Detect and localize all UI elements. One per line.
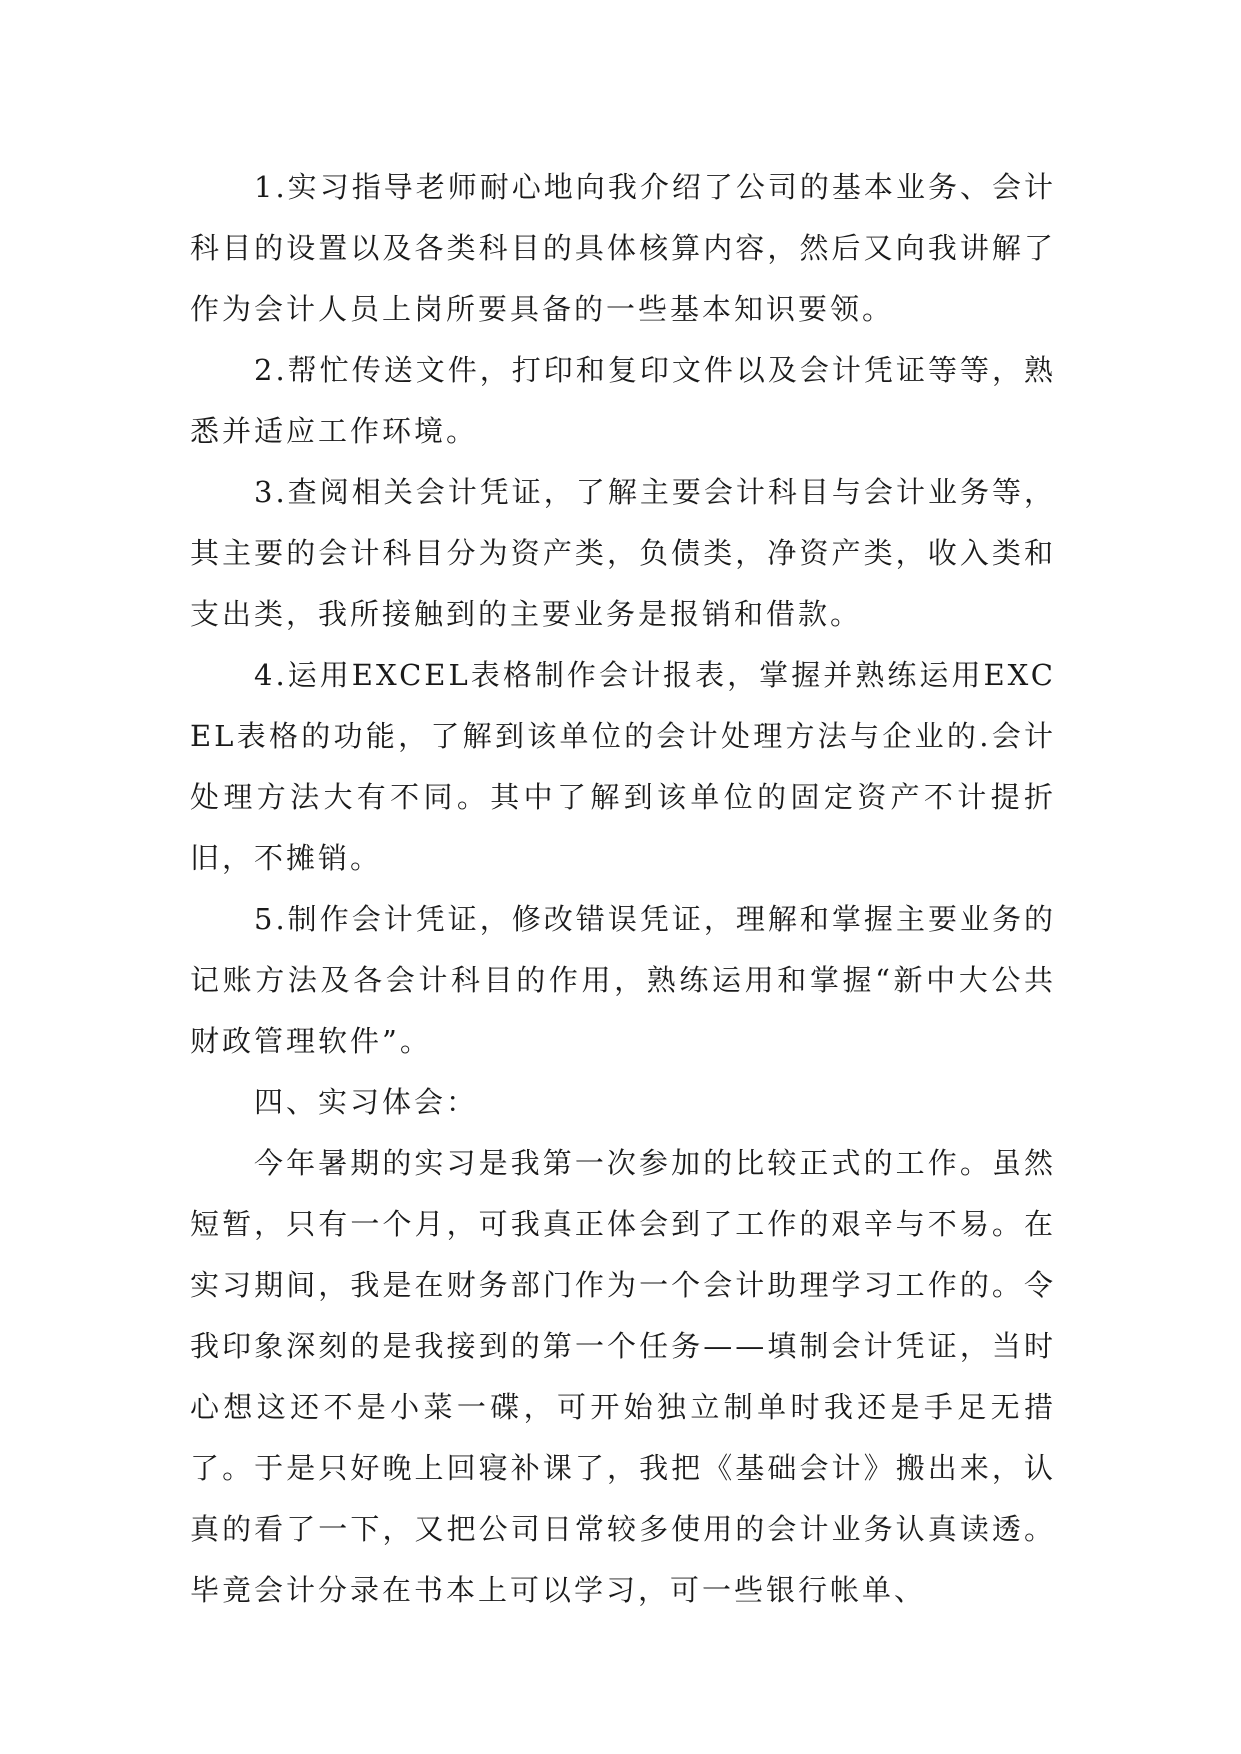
paragraph-item-4: 4.运用EXCEL表格制作会计报表，掌握并熟练运用EXCEL表格的功能，了解到该单位的会计处理方法与企业的.会计处理方法大有不同。其中了解到该单位的固定资产不计提折旧，不摊销。 — [190, 658, 1056, 875]
paragraph-item-2: 2.帮忙传送文件，打印和复印文件以及会计凭证等等，熟悉并适应工作环境。 — [190, 353, 1056, 448]
paragraph-item-1: 1.实习指导老师耐心地向我介绍了公司的基本业务、会计科目的设置以及各类科目的具体核算内容，然后又向我讲解了作为会计人员上岗所要具备的一些基本知识要领。 — [190, 170, 1056, 326]
paragraph-reflection: 今年暑期的实习是我第一次参加的比较正式的工作。虽然短暂，只有一个月，可我真正体会到了工作的艰辛与不易。在实习期间，我是在财务部门作为一个会计助理学习工作的。令我印象深刻的是我接到的第一个任务——填制会计凭证，当时心想这还不是小菜一碟，可开始独立制单时我还是手足无措了。于是只好晚上回寝补课了，我把《基础会计》搬出来，认真的看了一下，又把公司日常较多使用的会计业务认真读透。毕竟会计分录在书本上可以学习，可一些银行帐单、 — [190, 1146, 1056, 1607]
paragraph-item-3: 3.查阅相关会计凭证，了解主要会计科目与会计业务等，其主要的会计科目分为资产类，负债类，净资产类，收入类和支出类，我所接触到的主要业务是报销和借款。 — [190, 475, 1056, 631]
document-body — [190, 157, 1056, 1621]
paragraph-item-5: 5.制作会计凭证，修改错误凭证，理解和掌握主要业务的记账方法及各会计科目的作用，熟练运用和掌握“新中大公共财政管理软件”。 — [190, 902, 1056, 1058]
section-heading: 四、实习体会： — [254, 1085, 479, 1119]
